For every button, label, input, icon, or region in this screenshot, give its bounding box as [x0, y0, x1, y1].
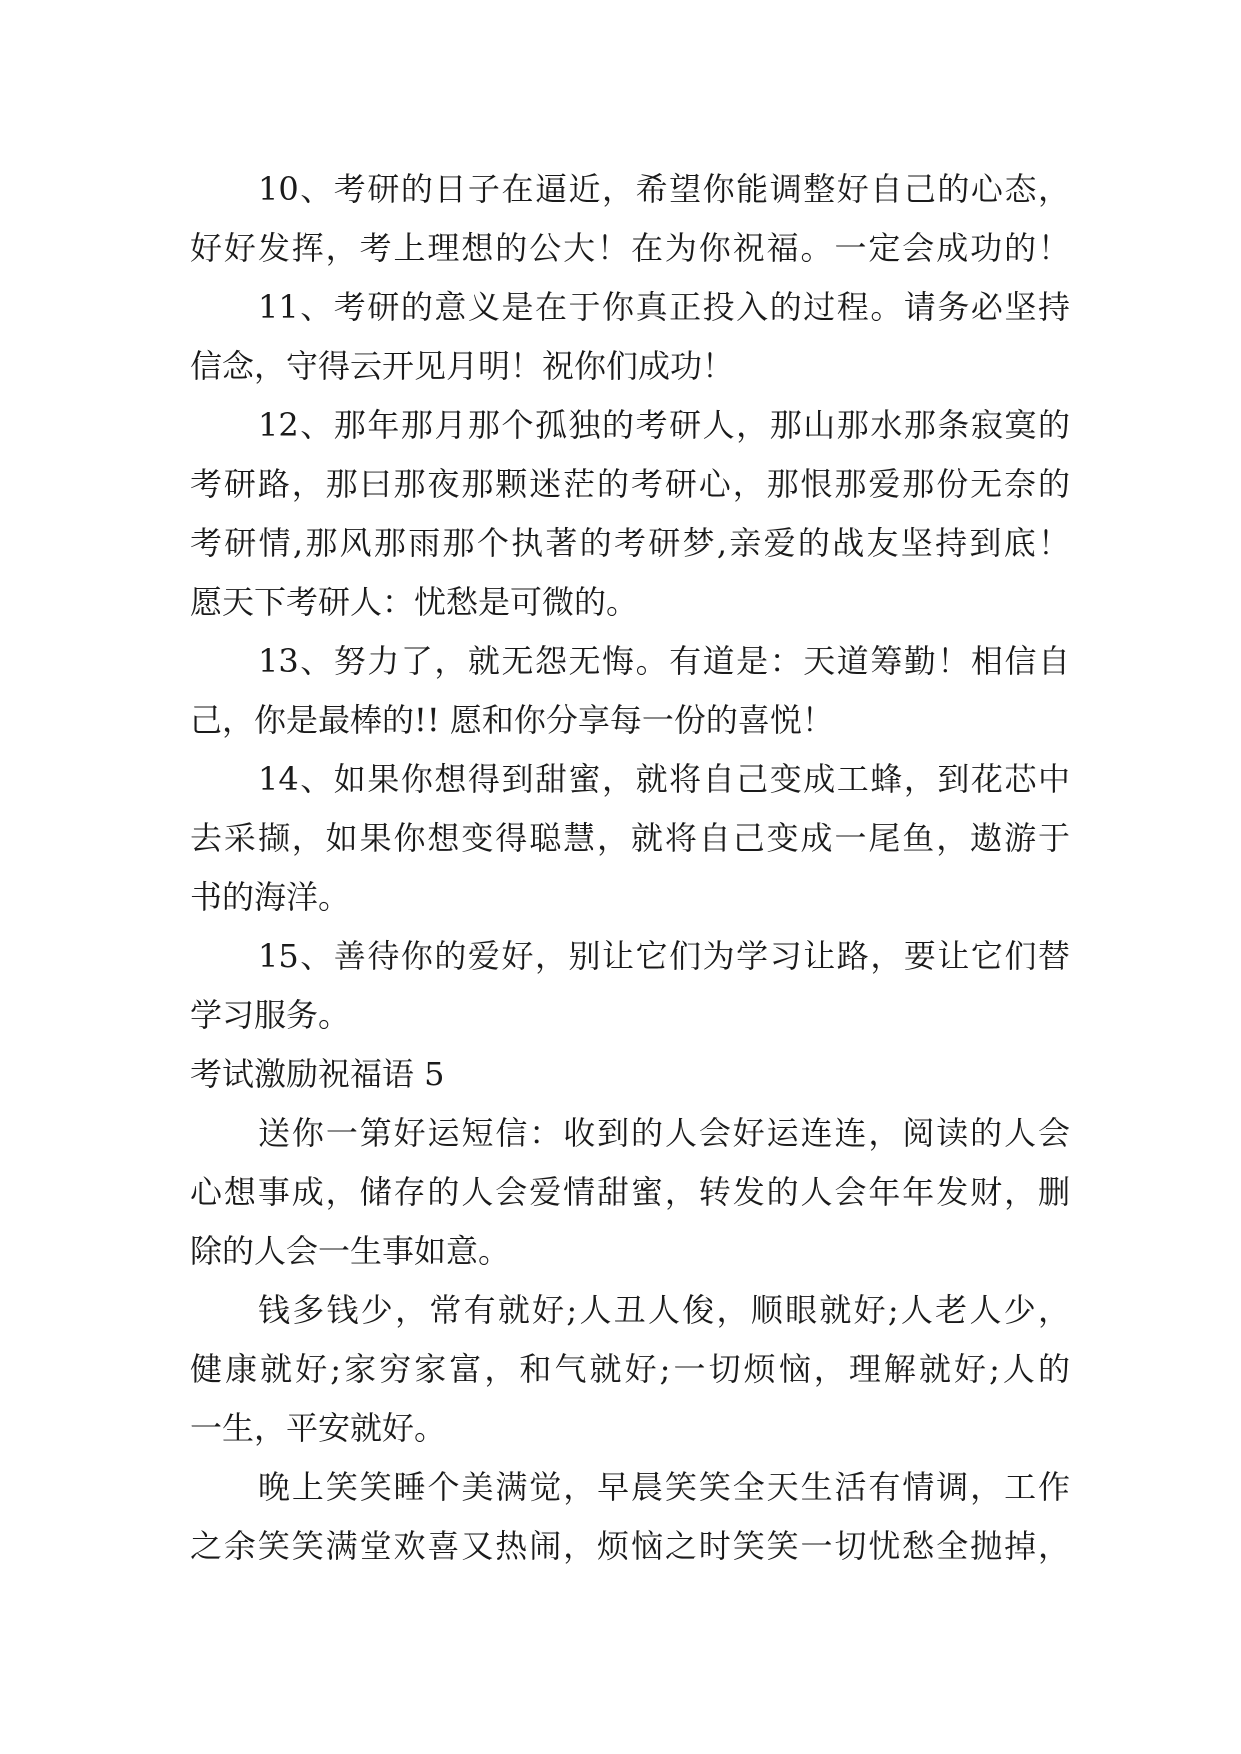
paragraph-14-line-1: [0, 750, 1241, 808]
paragraph-smile-line-2: [0, 1517, 1241, 1575]
text-line: 健康就好;家穷家富，和气就好;一切烦恼，理解就好;人的: [190, 1350, 1070, 1388]
text-line: 信念，守得云开见月明！祝你们成功！: [190, 347, 735, 385]
text-line: 心想事成，储存的人会爱情甜蜜，转发的人会年年发财，删: [190, 1173, 1070, 1211]
text-line: 己，你是最棒的!! 愿和你分享每一份的喜悦！: [190, 701, 834, 739]
paragraph-13-line-1: [0, 632, 1241, 690]
text-line: 好好发挥，考上理想的公大！在为你祝福。一定会成功的！: [190, 229, 1070, 267]
paragraph-smile-line-1: [0, 1458, 1241, 1516]
paragraph-12-line-3: [0, 514, 1241, 572]
paragraph-11-line-2: [0, 337, 1241, 395]
paragraph-12-line-1: [0, 396, 1241, 454]
text-line: 13、努力了，就无怨无悔。有道是：天道筹勤！相信自: [258, 642, 1070, 680]
paragraph-11-line-1: [0, 278, 1241, 336]
text-line: 11、考研的意义是在于你真正投入的过程。请务必坚持: [258, 288, 1070, 326]
paragraph-12-line-2: [0, 455, 1241, 513]
paragraph-sms-line-3: [0, 1222, 1241, 1280]
paragraph-10-line-2: [0, 219, 1241, 277]
text-line: 一生，平安就好。: [190, 1409, 447, 1447]
text-line: 书的海洋。: [190, 878, 351, 916]
paragraph-14-line-3: [0, 868, 1241, 926]
text-line: 14、如果你想得到甜蜜，就将自己变成工蜂，到花芯中: [258, 760, 1070, 798]
heading-text: 考试激励祝福语 5: [190, 1055, 445, 1093]
text-line: 送你一第好运短信：收到的人会好运连连，阅读的人会: [258, 1114, 1070, 1152]
paragraph-money-line-3: [0, 1399, 1241, 1457]
paragraph-13-line-2: [0, 691, 1241, 749]
text-line: 12、那年那月那个孤独的考研人，那山那水那条寂寞的: [258, 406, 1070, 444]
text-line: 愿天下考研人：忧愁是可微的。: [190, 583, 639, 621]
paragraph-money-line-1: [0, 1281, 1241, 1339]
paragraph-10-line-1: [0, 160, 1241, 218]
paragraph-14-line-2: [0, 809, 1241, 867]
paragraph-12-line-4: [0, 573, 1241, 631]
paragraph-sms-line-1: [0, 1104, 1241, 1162]
text-line: 考研路，那曰那夜那颗迷茫的考研心，那恨那爱那份无奈的: [190, 465, 1070, 503]
paragraph-15-line-1: [0, 927, 1241, 985]
text-line: 10、考研的日子在逼近，希望你能调整好自己的心态，: [258, 170, 1070, 208]
paragraph-15-line-2: [0, 986, 1241, 1044]
text-line: 钱多钱少，常有就好;人丑人俊，顺眼就好;人老人少，: [258, 1291, 1070, 1329]
text-line: 去采撷，如果你想变得聪慧，就将自己变成一尾鱼，遨游于: [190, 819, 1070, 857]
text-line: 之余笑笑满堂欢喜又热闹，烦恼之时笑笑一切忧愁全抛掉，: [190, 1527, 1070, 1565]
paragraph-sms-line-2: [0, 1163, 1241, 1221]
text-line: 15、善待你的爱好，别让它们为学习让路，要让它们替: [258, 937, 1070, 975]
text-line: 除的人会一生事如意。: [190, 1232, 511, 1270]
text-line: 学习服务。: [190, 996, 351, 1034]
text-line: 晚上笑笑睡个美满觉，早晨笑笑全天生活有情调，工作: [258, 1468, 1070, 1506]
section-heading: [0, 1045, 1241, 1103]
text-line: 考研情,那风那雨那个执著的考研梦,亲爱的战友坚持到底！: [190, 524, 1070, 562]
paragraph-money-line-2: [0, 1340, 1241, 1398]
